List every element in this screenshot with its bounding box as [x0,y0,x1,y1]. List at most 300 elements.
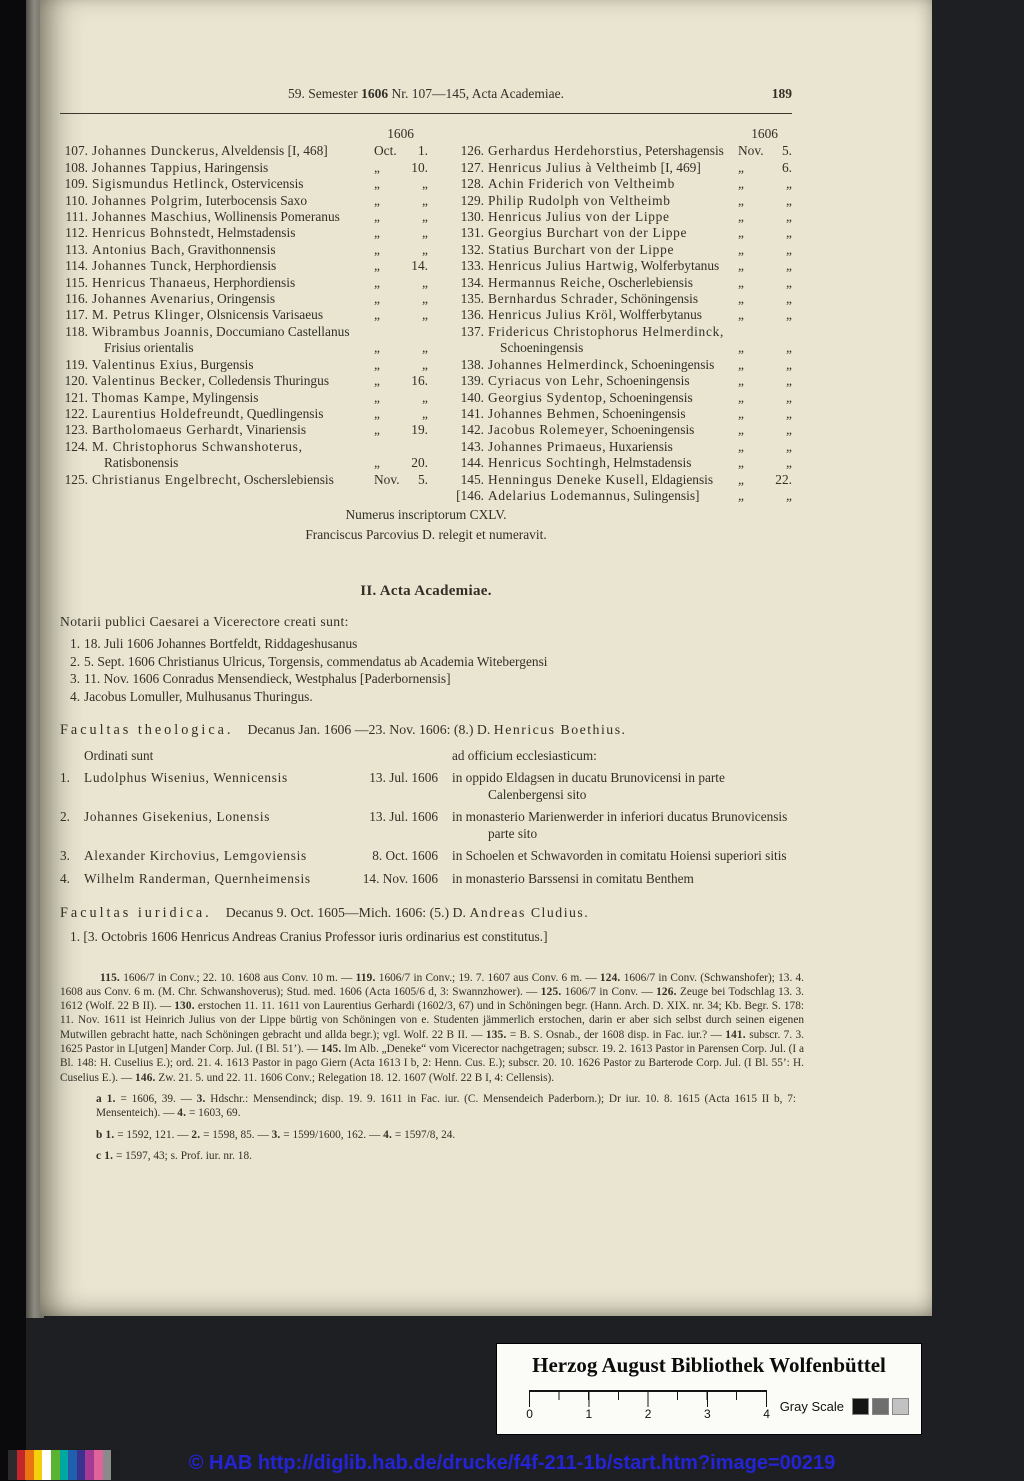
entry-date-day: 1. [417,143,428,159]
student-origin: , Schoeningensis [595,405,686,421]
entry-date-day: „ [786,405,792,421]
entry-number: 123. [64,422,88,438]
entry-date-month: „ [738,192,744,208]
matriculation-entry [456,307,792,323]
ordinati-label: Ordinati sunt [84,747,154,763]
notarii-item-number: 2. [70,653,81,669]
entry-number: 112. [65,225,88,241]
entry-date-day: 5. [417,471,428,487]
entry-date-month: „ [374,455,380,471]
footnotes [60,971,804,1164]
ordination-place: in Schoelen et Schwavorden in comitatu Hoiensi superiori sitis [452,848,787,864]
entry-date-day: „ [786,192,792,208]
entry-date-day: „ [786,209,792,225]
ruler-numbers [500,1407,796,1421]
entry-date-month: „ [738,209,744,225]
entry-text [488,160,736,176]
entry-text [92,193,372,209]
entry-date [374,160,428,176]
page-number: 189 [771,86,792,101]
entry-date-day: 10. [411,159,428,175]
matriculation-entry [456,488,792,504]
matriculation-entry [456,242,792,258]
entry-date [374,193,428,209]
matriculation-entry [60,422,428,438]
entry-number: 137. [460,323,484,339]
ordination-rows [60,770,792,888]
entry-date [374,422,428,438]
student-name: Gerhardus Herdehorstius [488,143,639,159]
footnote-ref-number: 146. [135,1071,156,1084]
entry-date-day: „ [422,291,428,307]
notarii-item-number: 1. [70,636,81,652]
student-origin: , Schoeningensis [599,373,690,389]
footnote-ref-number: 2. [191,1128,201,1141]
student-name: Achin Friderich von Veltheimb [488,176,676,192]
entry-number: [146. [456,487,484,503]
entry-text [488,291,736,307]
entry-date [738,340,792,356]
matriculation-entry [456,143,792,159]
student-name: Henningus Deneke Kusell [488,471,645,487]
notarii-item [60,670,792,687]
footnote-text: = 1592, 121. — [114,1128,192,1141]
entry-date-day: 19. [411,422,428,438]
copyright-link[interactable]: © HAB http://diglib.hab.de/drucke/f4f-211-1b/start.htm?image=00219 [188,1452,836,1474]
matriculation-entry [456,160,792,176]
entry-date [738,209,792,225]
entry-date [738,488,792,504]
footnote-text: 1606/7 in Conv.; 22. 10. 1608 aus Conv. 10 m. — [119,971,356,984]
entry-date [738,225,792,241]
entry-number: 122. [64,405,88,421]
footnote-text: Hdschr.: Mensendinck; disp. 19. 9. 1611 in Fac. iur. (C. Mensendeich Paderborn.); Dr iur. 10. 8. 1615 (Acta 1615 II b, 7: Mensenteich). — [96,1092,797,1120]
entry-date-month: „ [374,389,380,405]
footnote-paragraph-a [96,1092,796,1121]
matriculation-entry [456,357,792,373]
entry-date-month: „ [374,373,380,389]
entry-text [92,275,372,291]
matriculation-entry [60,357,428,373]
entry-date-month: „ [738,274,744,290]
student-origin: [I, 469] [657,159,701,175]
entry-date-month: „ [738,225,744,241]
student-name: Johannes Polgrim [92,192,199,208]
footnote-text: erstochen 11. 11. 1611 von Laurentius Gerhardi (1602/3, 67) und in Schöningen begr. (Hann. Arch. D. XIX. nr. 34; Kb. Begr. S. 178: 11. Nov. 1611 ist Heinrich Julius von der Lippe bürtig von Schöningen von e. Studenten jämmerlich erstochen, darin er aber sich selbst durch seinen eigenen Mutwillen gebracht hatte, nach Schöningen gebracht und allda begr.); vgl. Wolf. 22 B II. — [60,1000,804,1041]
entry-date-day: „ [786,258,792,274]
entry-date [374,225,428,241]
entry-date-month: „ [738,307,744,323]
ordination-row [60,848,792,865]
entry-date-day: 22. [775,471,792,487]
student-origin: , Petershagensis [638,143,724,159]
entry-date-day: „ [786,340,792,356]
footnote-paragraph [60,971,804,1085]
entry-text [92,242,372,258]
student-name: Henricus Julius à Veltheimb [488,159,658,175]
student-name: Johannes Dunckerus [92,143,216,159]
ordination-date: 13. Jul. 1606 [369,809,438,825]
entry-date-month: „ [374,192,380,208]
student-name: Henricus Bohnstedt [92,225,211,241]
entry-text [92,472,372,488]
entry-number: 141. [460,405,484,421]
entry-number: 109. [64,176,88,192]
ordination-name: Wilhelm Randerman, Quernheimensis [84,870,311,886]
entry-date-day: „ [786,225,792,241]
matriculation-entry [60,258,428,274]
entry-text [92,357,372,373]
gray-swatch [892,1398,909,1415]
entry-date-month: „ [738,356,744,372]
section-title: II. Acta Academiae. [360,583,492,600]
matriculation-entry [456,258,792,274]
entry-date-month: „ [738,176,744,192]
entry-text [488,406,736,422]
faculty-name: Facultas iuridica. [60,904,212,921]
matriculation-entry [456,373,792,389]
entry-text [488,488,736,504]
student-name: Henricus Julius Kröl [488,307,613,323]
entry-date [738,373,792,389]
entry-number: 128. [460,176,484,192]
notarii-item-number: 3. [70,671,81,687]
entry-date-day: „ [422,192,428,208]
page-header [60,86,792,106]
entry-number: 111. [65,209,88,225]
entry-date-month: „ [738,422,744,438]
student-origin: , Alveldensis [I, 468] [215,143,328,159]
student-name: Laurentius Holdefreundt [92,405,241,421]
entry-number: 130. [460,209,484,225]
student-name: Johannes Helmerdinck [488,356,625,372]
matriculation-entry [456,406,792,422]
ruler-number: 0 [526,1407,533,1421]
student-origin: , Iuterbocensis Saxo [198,192,308,208]
entry-number: 136. [460,307,484,323]
entry-date-month: „ [738,159,744,175]
entry-date-month: „ [738,438,744,454]
ordination-name: Alexander Kirchovius, Lemgoviensis [84,848,307,864]
entry-date-day: „ [786,307,792,323]
matriculation-entry [456,209,792,225]
entry-number: 114. [65,258,88,274]
entry-date-month: „ [374,159,380,175]
student-origin: , Helmstadensis [210,225,296,241]
matriculation-entry [456,439,792,455]
footnote-ref-number: 124. [599,971,621,984]
entry-number: 132. [460,241,484,257]
entry-text [488,275,736,291]
entry-text [488,455,736,471]
entry-number: 113. [65,241,88,257]
student-origin: , Quedlingensis [240,405,324,421]
student-origin: , Mylingensis [185,389,259,405]
entry-date-day: „ [786,422,792,438]
ordination-date: 13. Jul. 1606 [369,769,438,785]
header-pre: 59. Semester [288,86,362,101]
entry-text [488,225,736,241]
numerus-line: Numerus inscriptorum CXLV. [345,507,507,523]
footnote-ref-number: 4. [177,1107,187,1120]
entry-number: 139. [460,373,484,389]
entry-date-day: „ [422,340,428,356]
ordination-number: 1. [60,769,70,785]
header-year: 1606 [361,86,389,101]
page-scan [40,0,932,1316]
matriculation-entry [60,275,428,291]
year-heading-left: 1606 [387,126,414,141]
student-origin: , Huxariensis [602,438,673,454]
ordination-name: Ludolphus Wisenius, Wennicensis [84,769,288,785]
entry-date-day: „ [786,356,792,372]
matriculation-entry [60,143,428,159]
entry-date-day: „ [422,209,428,225]
entry-date-day: „ [422,356,428,372]
entry-date [738,258,792,274]
ordination-place: in monasterio Barssensi in comitatu Benthem [452,870,694,886]
entry-number: 120. [64,373,88,389]
student-origin: , Oscherlebiensis [601,274,693,290]
entry-date [738,160,792,176]
entry-date-month: „ [738,487,744,503]
entry-date-day: „ [786,274,792,290]
matriculation-entry [60,225,428,241]
student-name: Henricus Thanaeus [92,274,207,290]
footnote-text: Zeuge bei Todschlag 13. 3. 1612 (Wolf. 22 B II). — [60,985,804,1013]
entry-number: 131. [460,225,484,241]
book-gutter-shadow [0,0,26,1481]
entry-date [374,242,428,258]
entry-text [92,176,372,192]
student-name: Cyriacus von Lehr [488,373,600,389]
header-rule [60,113,792,114]
entry-number: 135. [460,291,484,307]
entry-number: 115. [65,274,88,290]
student-name: Valentinus Exius [92,356,194,372]
header-post: Nr. 107—145, Acta Academiae. [388,86,564,101]
entry-date-month: „ [374,241,380,257]
entry-date [738,390,792,406]
footnote-ref-number: b 1. [96,1128,115,1141]
ordination-row [60,871,792,888]
matriculation-list [60,126,792,504]
entry-date [374,390,428,406]
notarii-item-text: 11. Nov. 1606 Conradus Mensendieck, Westphalus [Paderbornensis] [84,671,451,687]
matriculation-entry [60,373,428,389]
student-origin: , Sulingensis] [626,487,700,503]
matriculation-entry [60,307,428,323]
gray-scale [780,1398,909,1415]
entry-text [92,143,372,159]
entry-date-month: „ [374,258,380,274]
matriculation-entry [60,176,428,192]
entry-date-month: „ [738,340,744,356]
entry-number: 133. [460,258,484,274]
entry-date-month: „ [738,389,744,405]
entry-date-day: „ [786,291,792,307]
student-name: Thomas Kampe [92,389,186,405]
ruler-number: 4 [763,1407,770,1421]
footnote-text: Im Alb. „Deneke“ vom Vicerector nachgetragen; subscr. 19. 2. 1613 Pastor in Parensen Corp. Jul. (I a Bl. 148: H. Cuselius E.); ord. 21. 4. 1613 Pastor in pago Giern (Acta 1613 I b, 2: Henn. Cus. E.); subscr. 20. 10. 1626 Pastor zu Barterode Corp. Jul. (I Bl. 55’: H. Cuselius E.). — [60,1043,805,1084]
entry-date-month: „ [738,291,744,307]
entry-date-day: „ [422,307,428,323]
footnote-ref-number: 130. [174,1000,195,1013]
entry-number: 134. [460,274,484,290]
student-origin: , Oscherslebiensis [237,471,334,487]
student-name: Christianus Engelbrecht [92,471,238,487]
faculty-name: Facultas theologica. [60,721,234,738]
matriculation-entry [456,193,792,209]
entry-number: 127. [460,159,484,175]
matriculation-entry [456,422,792,438]
student-name: Johannes Tappius [92,159,198,175]
entry-text [488,439,736,455]
entry-date [374,209,428,225]
footnote-ref-number: 135. [485,1028,507,1041]
student-name: Jacobus Rolemeyer [488,422,605,438]
footnote-text: = 1606, 39. — [115,1092,197,1105]
entry-text [488,390,736,406]
student-name: Johannes Maschius [92,209,208,225]
entry-date [738,291,792,307]
library-name: Herzog August Bibliothek Wolfenbüttel [532,1353,886,1377]
entry-date-day: „ [786,373,792,389]
entry-number: 138. [460,356,484,372]
entry-date [374,373,428,389]
entry-number: 119. [65,356,88,372]
student-origin: , Eldagiensis [644,471,714,487]
footnote-ref-number: 4. [383,1128,393,1141]
footnote-text: = 1598, 85. — [200,1128,272,1141]
student-origin: , Burgensis [193,356,254,372]
footnote-paragraph-b [96,1128,796,1142]
matriculation-entry [456,472,792,488]
entry-date-month: „ [374,209,380,225]
entry-number: 142. [460,422,484,438]
entry-date [374,291,428,307]
entry-text [488,193,736,209]
student-name: Henricus Julius Hartwig [488,258,635,274]
ordination-date: 8. Oct. 1606 [372,848,438,864]
student-name: Antonius Bach [92,241,182,257]
entry-date [738,455,792,471]
gray-scale-label: Gray Scale [779,1399,844,1414]
student-name: Statius Burchart von der Lippe [488,241,675,257]
entry-number: 145. [460,471,484,487]
entry-text [488,472,736,488]
entry-date-month: „ [374,225,380,241]
student-origin: , Schöningensis [613,291,699,307]
ruler-number: 3 [704,1407,711,1421]
entry-number: 125. [64,471,88,487]
entry-date [374,258,428,274]
entry-date [738,439,792,455]
student-name: Johannes Behmen [488,405,596,421]
entry-date-month: „ [374,307,380,323]
student-name: Johannes Avenarius [92,291,211,307]
entry-number: 124. [64,438,88,454]
entry-number: 144. [460,455,484,471]
student-origin: , Herphordiensis [187,258,277,274]
matriculation-entry [456,275,792,291]
running-title [60,86,792,102]
footnote-text: 1606/7 in Conv. — [561,985,657,998]
entry-number: 143. [460,438,484,454]
student-origin: , Olsnicensis Varisaeus [200,307,324,323]
entry-date [738,357,792,373]
matriculation-entry [456,225,792,241]
matriculation-entry [60,390,428,406]
footnote-ref-number: 3. [271,1128,281,1141]
entry-number: 126. [460,143,484,159]
entry-date [738,472,792,488]
entry-date [374,340,428,356]
student-origin: , Wolferbytanus [634,258,720,274]
entry-date-month: „ [374,176,380,192]
student-name: Adelarius Lodemannus [488,487,627,503]
entry-date-month: „ [374,274,380,290]
student-name: Henricus Sochtingh [488,455,607,471]
ordination-name: Johannes Gisekenius, Lonensis [84,809,271,825]
student-origin: , Schoeningensis [604,422,695,438]
entry-date-month: „ [374,291,380,307]
matriculation-entry [60,472,428,488]
entry-date-day: „ [786,241,792,257]
gray-swatch [852,1398,869,1415]
notarii-item-number: 4. [70,688,81,704]
footnote-ref-number: 115. [100,971,120,984]
entry-text [92,160,372,176]
footnote-ref-number: 3. [196,1092,206,1105]
ordination-row [60,809,792,842]
entry-text [488,373,736,389]
footnote-ref-number: 145. [320,1043,342,1056]
footnote-text: = 1597/8, 24. [392,1128,456,1141]
entry-text [488,357,736,373]
student-origin: , Vinariensis [239,422,307,438]
entry-date-day: 16. [411,373,428,389]
dean-name: Henricus Boethius. [493,721,627,737]
entry-date-day: 6. [781,159,792,175]
ruler-number: 2 [644,1407,652,1421]
footnote-ref-number: 141. [725,1028,746,1041]
entry-date [374,472,428,488]
entry-text [488,258,736,274]
entry-date [738,193,792,209]
officium-label: ad officium ecclesiasticum: [452,747,597,763]
footnote-ref-number: 126. [656,985,677,998]
entry-date-month: „ [738,241,744,257]
entry-date-month: „ [374,356,380,372]
matriculation-entry [456,324,792,357]
ordination-number: 3. [60,848,70,864]
entry-text [92,225,372,241]
entry-date-month: Nov. [374,471,400,487]
student-origin: , Schoeningensis [500,323,724,356]
entry-number: 108. [64,159,88,175]
entry-date-month: „ [738,405,744,421]
entry-number: 121. [64,389,88,405]
ordination-place: in monasterio Marienwerder in inferiori ducatus Brunovicensis parte sito [452,809,788,841]
entry-text [488,242,736,258]
footnote-text: = B. S. Osnab., der 1608 disp. in Fac. iur.? — [506,1028,726,1041]
matriculation-entry [60,193,428,209]
footnote-ref-number: c 1. [96,1149,114,1162]
matriculation-right-column [456,126,792,504]
entry-text [488,324,736,357]
entry-date-day: „ [422,405,428,421]
